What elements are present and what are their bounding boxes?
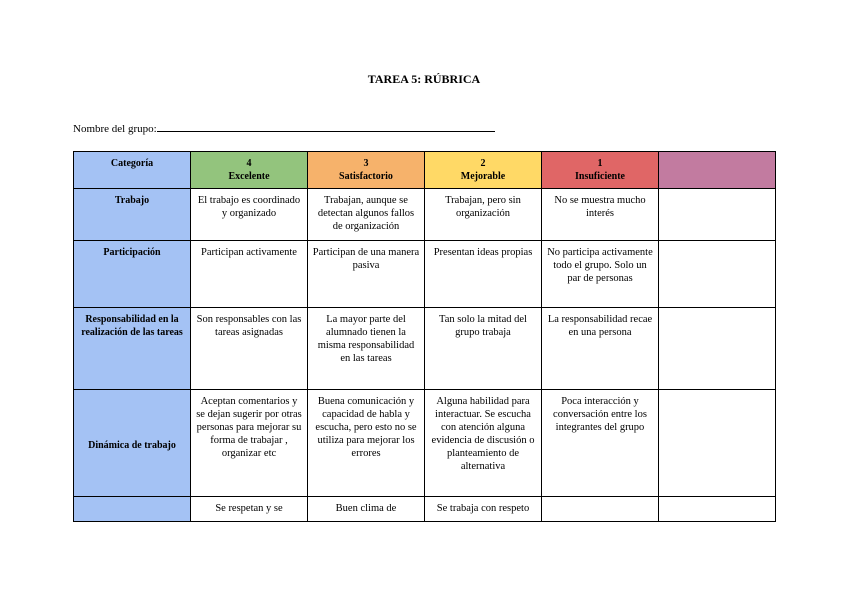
table-row bbox=[74, 497, 776, 522]
row-category-dinamica: Dinámica de trabajo bbox=[74, 390, 191, 497]
table-cell: Alguna habilidad para interactuar. Se escucha con atención alguna evidencia de discusión o planteamiento de alternativa bbox=[425, 390, 542, 497]
row-category-empty bbox=[74, 497, 191, 522]
table-cell: Participan activamente bbox=[191, 241, 308, 308]
table-cell bbox=[659, 241, 776, 308]
document-title: TAREA 5: RÚBRICA bbox=[367, 72, 481, 86]
level-score: 3 bbox=[363, 158, 369, 169]
table-cell: Tan solo la mitad del grupo trabaja bbox=[425, 308, 542, 390]
header-level-3 bbox=[308, 152, 425, 189]
row-category-participacion: Participación bbox=[74, 241, 191, 308]
table-cell: Se respetan y se bbox=[191, 497, 308, 522]
level-score: 4 bbox=[246, 158, 252, 169]
table-cell: Se trabaja con respeto bbox=[425, 497, 542, 522]
table-cell bbox=[542, 497, 659, 522]
table-cell: Aceptan comentarios y se dejan sugerir por otras personas para mejorar su forma de trabajar , organizar etc bbox=[191, 390, 308, 497]
table-cell: Buena comunicación y capacidad de habla y escucha, pero esto no se utiliza para mejorar los errores bbox=[308, 390, 425, 497]
table-cell: No se muestra mucho interés bbox=[542, 189, 659, 241]
table-cell bbox=[659, 390, 776, 497]
table-cell bbox=[659, 189, 776, 241]
table-cell bbox=[659, 308, 776, 390]
table-row bbox=[74, 241, 776, 308]
level-label: Mejorable bbox=[460, 171, 506, 182]
header-level-1 bbox=[542, 152, 659, 189]
table-cell: Presentan ideas propias bbox=[425, 241, 542, 308]
table-cell bbox=[659, 497, 776, 522]
level-score: 2 bbox=[480, 158, 486, 169]
header-level-4 bbox=[191, 152, 308, 189]
table-cell: Buen clima de bbox=[308, 497, 425, 522]
row-category-responsabilidad: Responsabilidad en la realización de las tareas bbox=[74, 308, 191, 390]
table-cell: Trabajan, aunque se detectan algunos fallos de organización bbox=[308, 189, 425, 241]
table-cell: La responsabilidad recae en una persona bbox=[542, 308, 659, 390]
table-cell: La mayor parte del alumnado tienen la misma responsabilidad en las tareas bbox=[308, 308, 425, 390]
table-cell: Participan de una manera pasiva bbox=[308, 241, 425, 308]
table-row bbox=[74, 390, 776, 497]
rubric-table bbox=[73, 151, 776, 522]
table-cell: Trabajan, pero sin organización bbox=[425, 189, 542, 241]
table-cell: No participa activamente todo el grupo. Solo un par de personas bbox=[542, 241, 659, 308]
row-category-trabajo: Trabajo bbox=[74, 189, 191, 241]
group-name-line bbox=[73, 121, 495, 135]
level-label: Excelente bbox=[228, 171, 270, 182]
level-label: Satisfactorio bbox=[339, 171, 393, 182]
header-level-2 bbox=[425, 152, 542, 189]
header-row bbox=[74, 152, 776, 189]
table-cell: Poca interacción y conversación entre los integrantes del grupo bbox=[542, 390, 659, 497]
header-level-empty bbox=[659, 152, 776, 189]
table-row bbox=[74, 308, 776, 390]
table-cell: Son responsables con las tareas asignadas bbox=[191, 308, 308, 390]
table-cell: El trabajo es coordinado y organizado bbox=[191, 189, 308, 241]
group-name-label: Nombre del grupo: bbox=[73, 123, 157, 135]
header-category: Categoría bbox=[74, 152, 191, 189]
group-name-blank bbox=[157, 121, 495, 132]
table-row bbox=[74, 189, 776, 241]
level-score: 1 bbox=[597, 158, 603, 169]
level-label: Insuficiente bbox=[575, 171, 625, 182]
